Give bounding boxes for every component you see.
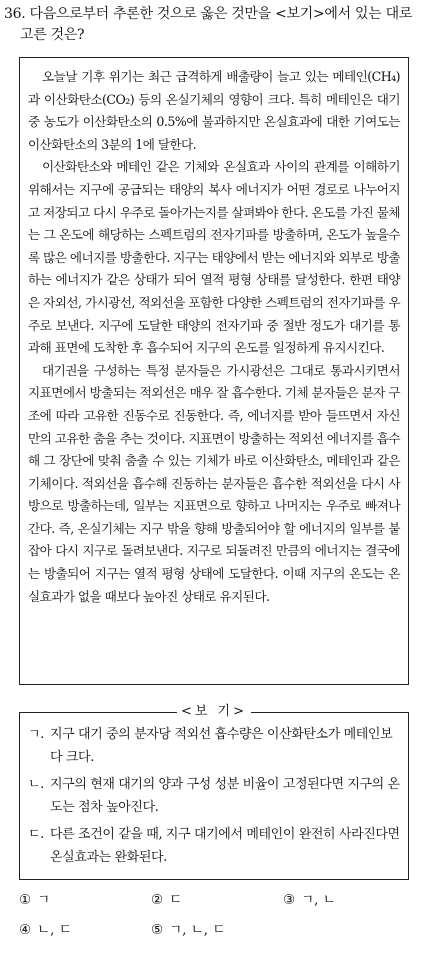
passage-paragraph-2: 이산화탄소와 메테인 같은 기체와 온실효과 사이의 관계를 이해하기 위해서는 지구에 공급되는 태양의 복사 에너지가 어떤 경로로 나누어지고 저장되고 다시 우주로 돌아가는지를 살펴봐야 한다. 온도를 가진 물체는 그 온도에 해당하는 스펙트럼의 전자기파를 방출하며, 온도가 높을수록 많은 에너지를 방출한다. 지구는 태양에서 받는 에너지와 외부로 방출하는 에너지가 같은 상태가 되어 열적 평형 상태를 달성한다. 한편 태양은 자외선, 가시광선, 적외선을 포함한 다양한 스펙트럼의 전자기파를 우주로 보낸다. 지구에 도달한 태양의 전자기파 중 절반 정도가 대기를 통과해 표면에 도착한 후 흡수되어 지구의 온도를 일정하게 유지시킨다. — [28, 159, 400, 356]
choice-number: ② — [151, 892, 164, 908]
answer-choices — [19, 890, 419, 940]
choice-text: ㄱ, ㄴ, ㄷ — [169, 922, 226, 938]
choice-number: ⑤ — [151, 922, 164, 938]
question-line-1 — [4, 4, 436, 25]
choice-text: ㄷ — [169, 892, 183, 908]
bogi-item-text: 다른 조건이 같을 때, 지구 대기에서 메테인이 완전히 사라진다면 온실효과는 완화된다. — [50, 827, 400, 865]
bogi-item-c — [28, 823, 402, 869]
bogi-item-text: 지구 대기 중의 분자당 적외선 흡수량은 이산화탄소가 메테인보다 크다. — [50, 727, 393, 765]
question-text: 다음으로부터 추론한 것으로 옳은 것만을 <보기>에서 있는 대로 — [29, 6, 413, 22]
bogi-item-a — [28, 723, 402, 769]
passage-box — [19, 57, 409, 685]
choice-3[interactable] — [283, 890, 415, 910]
choice-number: ① — [19, 892, 32, 908]
choice-1[interactable] — [19, 890, 151, 910]
bogi-item-mark: ㄴ. — [28, 777, 44, 792]
choice-text: ㄱ, ㄴ — [301, 892, 336, 908]
choice-4[interactable] — [19, 920, 151, 940]
bogi-item-text: 지구의 현재 대기의 양과 구성 성분 비율이 고정된다면 지구의 온도는 점차 높아진다. — [50, 777, 400, 815]
bogi-item-b — [28, 773, 402, 819]
passage-paragraph-3: 대기권을 구성하는 특정 분자들은 가시광선은 그대로 통과시키면서 지표면에서 방출되는 적외선은 매우 잘 흡수한다. 기체 분자들은 분자 구조에 따라 고유한 진동수로 진동한다. 즉, 에너지를 받아 들뜨면서 자신만의 고유한 춤을 추는 것이다. 지표면이 방출하는 적외선 에너지를 흡수해 그 장단에 맞춰 춤출 수 있는 기체가 바로 이산화탄소, 메테인과 같은 기체이다. 적외선을 흡수해 진동하는 분자들은 흡수한 적외선을 다시 사방으로 방출하는데, 일부는 지표면으로 향하고 나머지는 우주로 빠져나간다. 즉, 온실기체는 지구 밖을 향해 방출되어야 할 에너지의 일부를 붙잡아 다시 지구로 돌려보낸다. 지구로 되돌려진 만큼의 에너지는 결국에는 방출되어 지구는 열적 평형 상태에 도달한다. 이때 지구의 온도는 온실효과가 없을 때보다 높아진 상태로 유지된다. — [28, 362, 400, 604]
question-number: 36. — [4, 6, 26, 22]
choice-5[interactable] — [151, 920, 283, 940]
choice-text: ㄴ, ㄷ — [37, 922, 72, 938]
question-header — [4, 4, 436, 46]
choice-number: ④ — [19, 922, 32, 938]
choice-2[interactable] — [151, 890, 283, 910]
choice-number: ③ — [283, 892, 296, 908]
bogi-title: <보 기> — [177, 703, 251, 721]
bogi-box — [19, 704, 409, 880]
bogi-items — [28, 723, 402, 873]
question-line-2: 고른 것은? — [20, 27, 85, 43]
bogi-item-mark: ㄷ. — [28, 827, 44, 842]
choice-text: ㄱ — [37, 892, 51, 908]
passage-paragraph-1: 오늘날 기후 위기는 최근 급격하게 배출량이 늘고 있는 메테인(CH₄)과 이산화탄소(CO₂) 등의 온실기체의 영향이 크다. 특히 메테인은 대기 중 농도가 이산화탄소의 0.5%에 불과하지만 온실효과에 대한 기여도는 이산화탄소의 3분의 1에 달한다. — [28, 69, 400, 152]
bogi-item-mark: ㄱ. — [28, 727, 44, 742]
